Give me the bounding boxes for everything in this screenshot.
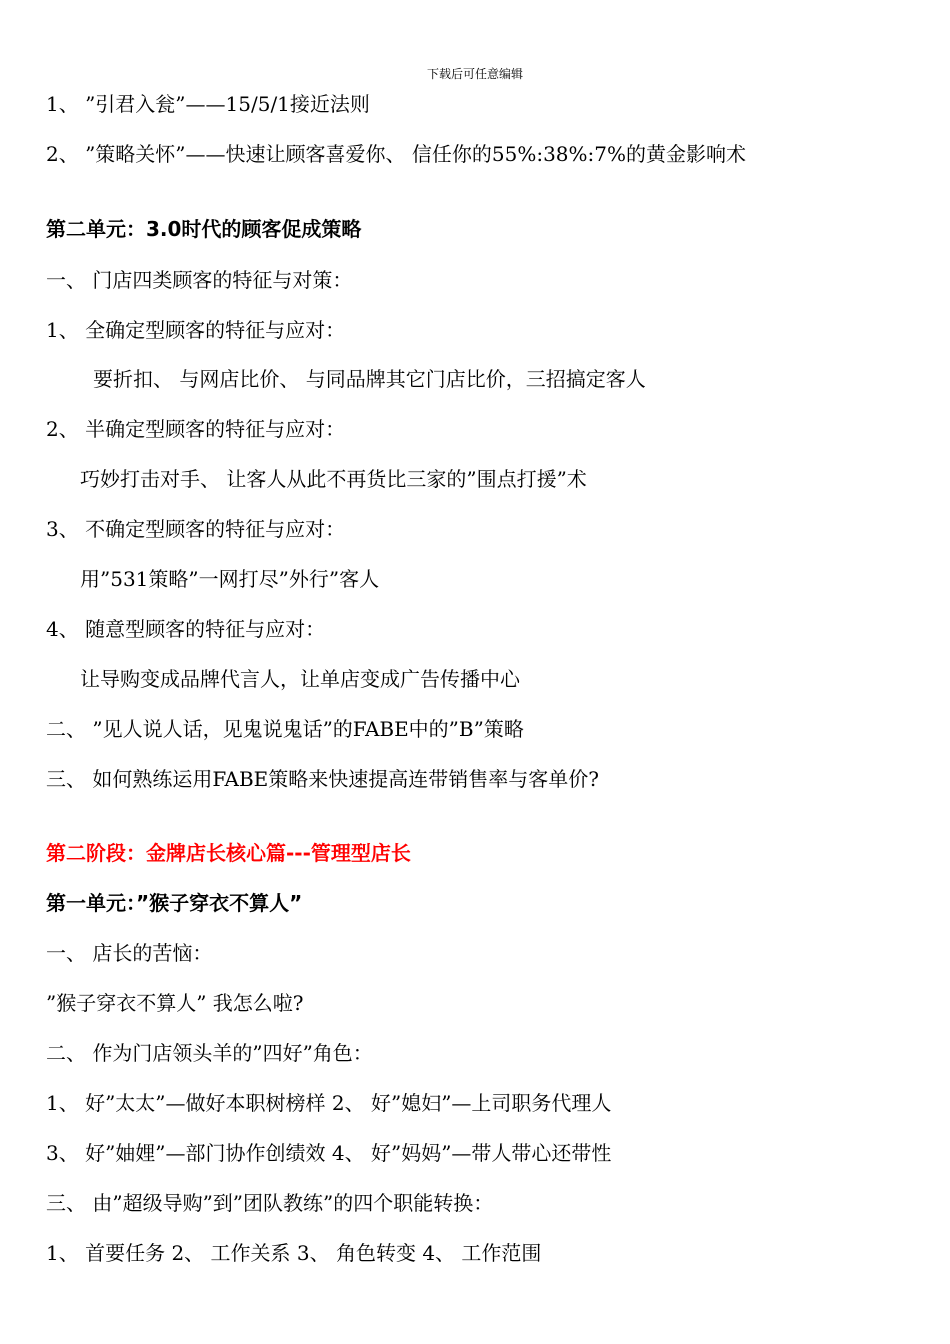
doc-line-14: 三、 如何熟练运用FABE策略来快速提高连带销售率与客单价? [46,767,599,791]
doc-line-22: 三、 由”超级导购”到”团队教练”的四个职能转换： [46,1191,494,1215]
doc-line-1: 1、 ”引君入瓮”——15/5/1接近法则 [46,92,370,116]
section-heading-unit-two: 第二单元：3.0时代的顾客促成策略 [46,217,362,241]
doc-line-4: 一、 门店四类顾客的特征与对策： [46,268,353,292]
doc-line-5: 1、 全确定型顾客的特征与应对： [46,318,346,342]
doc-line-11: 4、 随意型顾客的特征与应对： [46,617,326,641]
doc-line-23: 1、 首要任务 2、 工作关系 3、 角色转变 4、 工作范围 [46,1241,542,1265]
doc-line-12: 让导购变成品牌代言人，让单店变成广告传播中心 [80,667,520,691]
stage-heading-stage-two: 第二阶段：金牌店长核心篇---管理型店长 [46,841,411,865]
doc-line-7: 2、 半确定型顾客的特征与应对： [46,417,346,441]
doc-line-20: 1、 好”太太”—做好本职树榜样 2、 好”媳妇”—上司职务代理人 [46,1091,612,1115]
doc-line-19: 二、 作为门店领头羊的”四好”角色： [46,1041,373,1065]
doc-line-2: 2、 ”策略关怀”——快速让顾客喜爱你、 信任你的55%:38%:7%的黄金影响术 [46,142,746,166]
doc-line-18: ”猴子穿衣不算人” 我怎么啦? [46,991,304,1015]
doc-line-17: 一、 店长的苦恼： [46,941,213,965]
doc-line-8: 巧妙打击对手、 让客人从此不再货比三家的”围点打援”术 [80,467,587,491]
doc-line-9: 3、 不确定型顾客的特征与应对： [46,517,346,541]
doc-line-13: 二、 ”见人说人话，见鬼说鬼话”的FABE中的”B”策略 [46,717,524,741]
doc-line-6: 要折扣、 与网店比价、 与同品牌其它门店比价，三招搞定客人 [93,367,646,391]
doc-line-21: 3、 好”妯娌”—部门协作创绩效 4、 好”妈妈”—带人带心还带性 [46,1141,612,1165]
doc-line-10: 用”531策略”一网打尽”外行”客人 [80,567,380,591]
page-header-note: 下载后可任意编辑 [426,67,523,81]
section-heading-unit-one: 第一单元：”猴子穿衣不算人” [46,891,303,915]
